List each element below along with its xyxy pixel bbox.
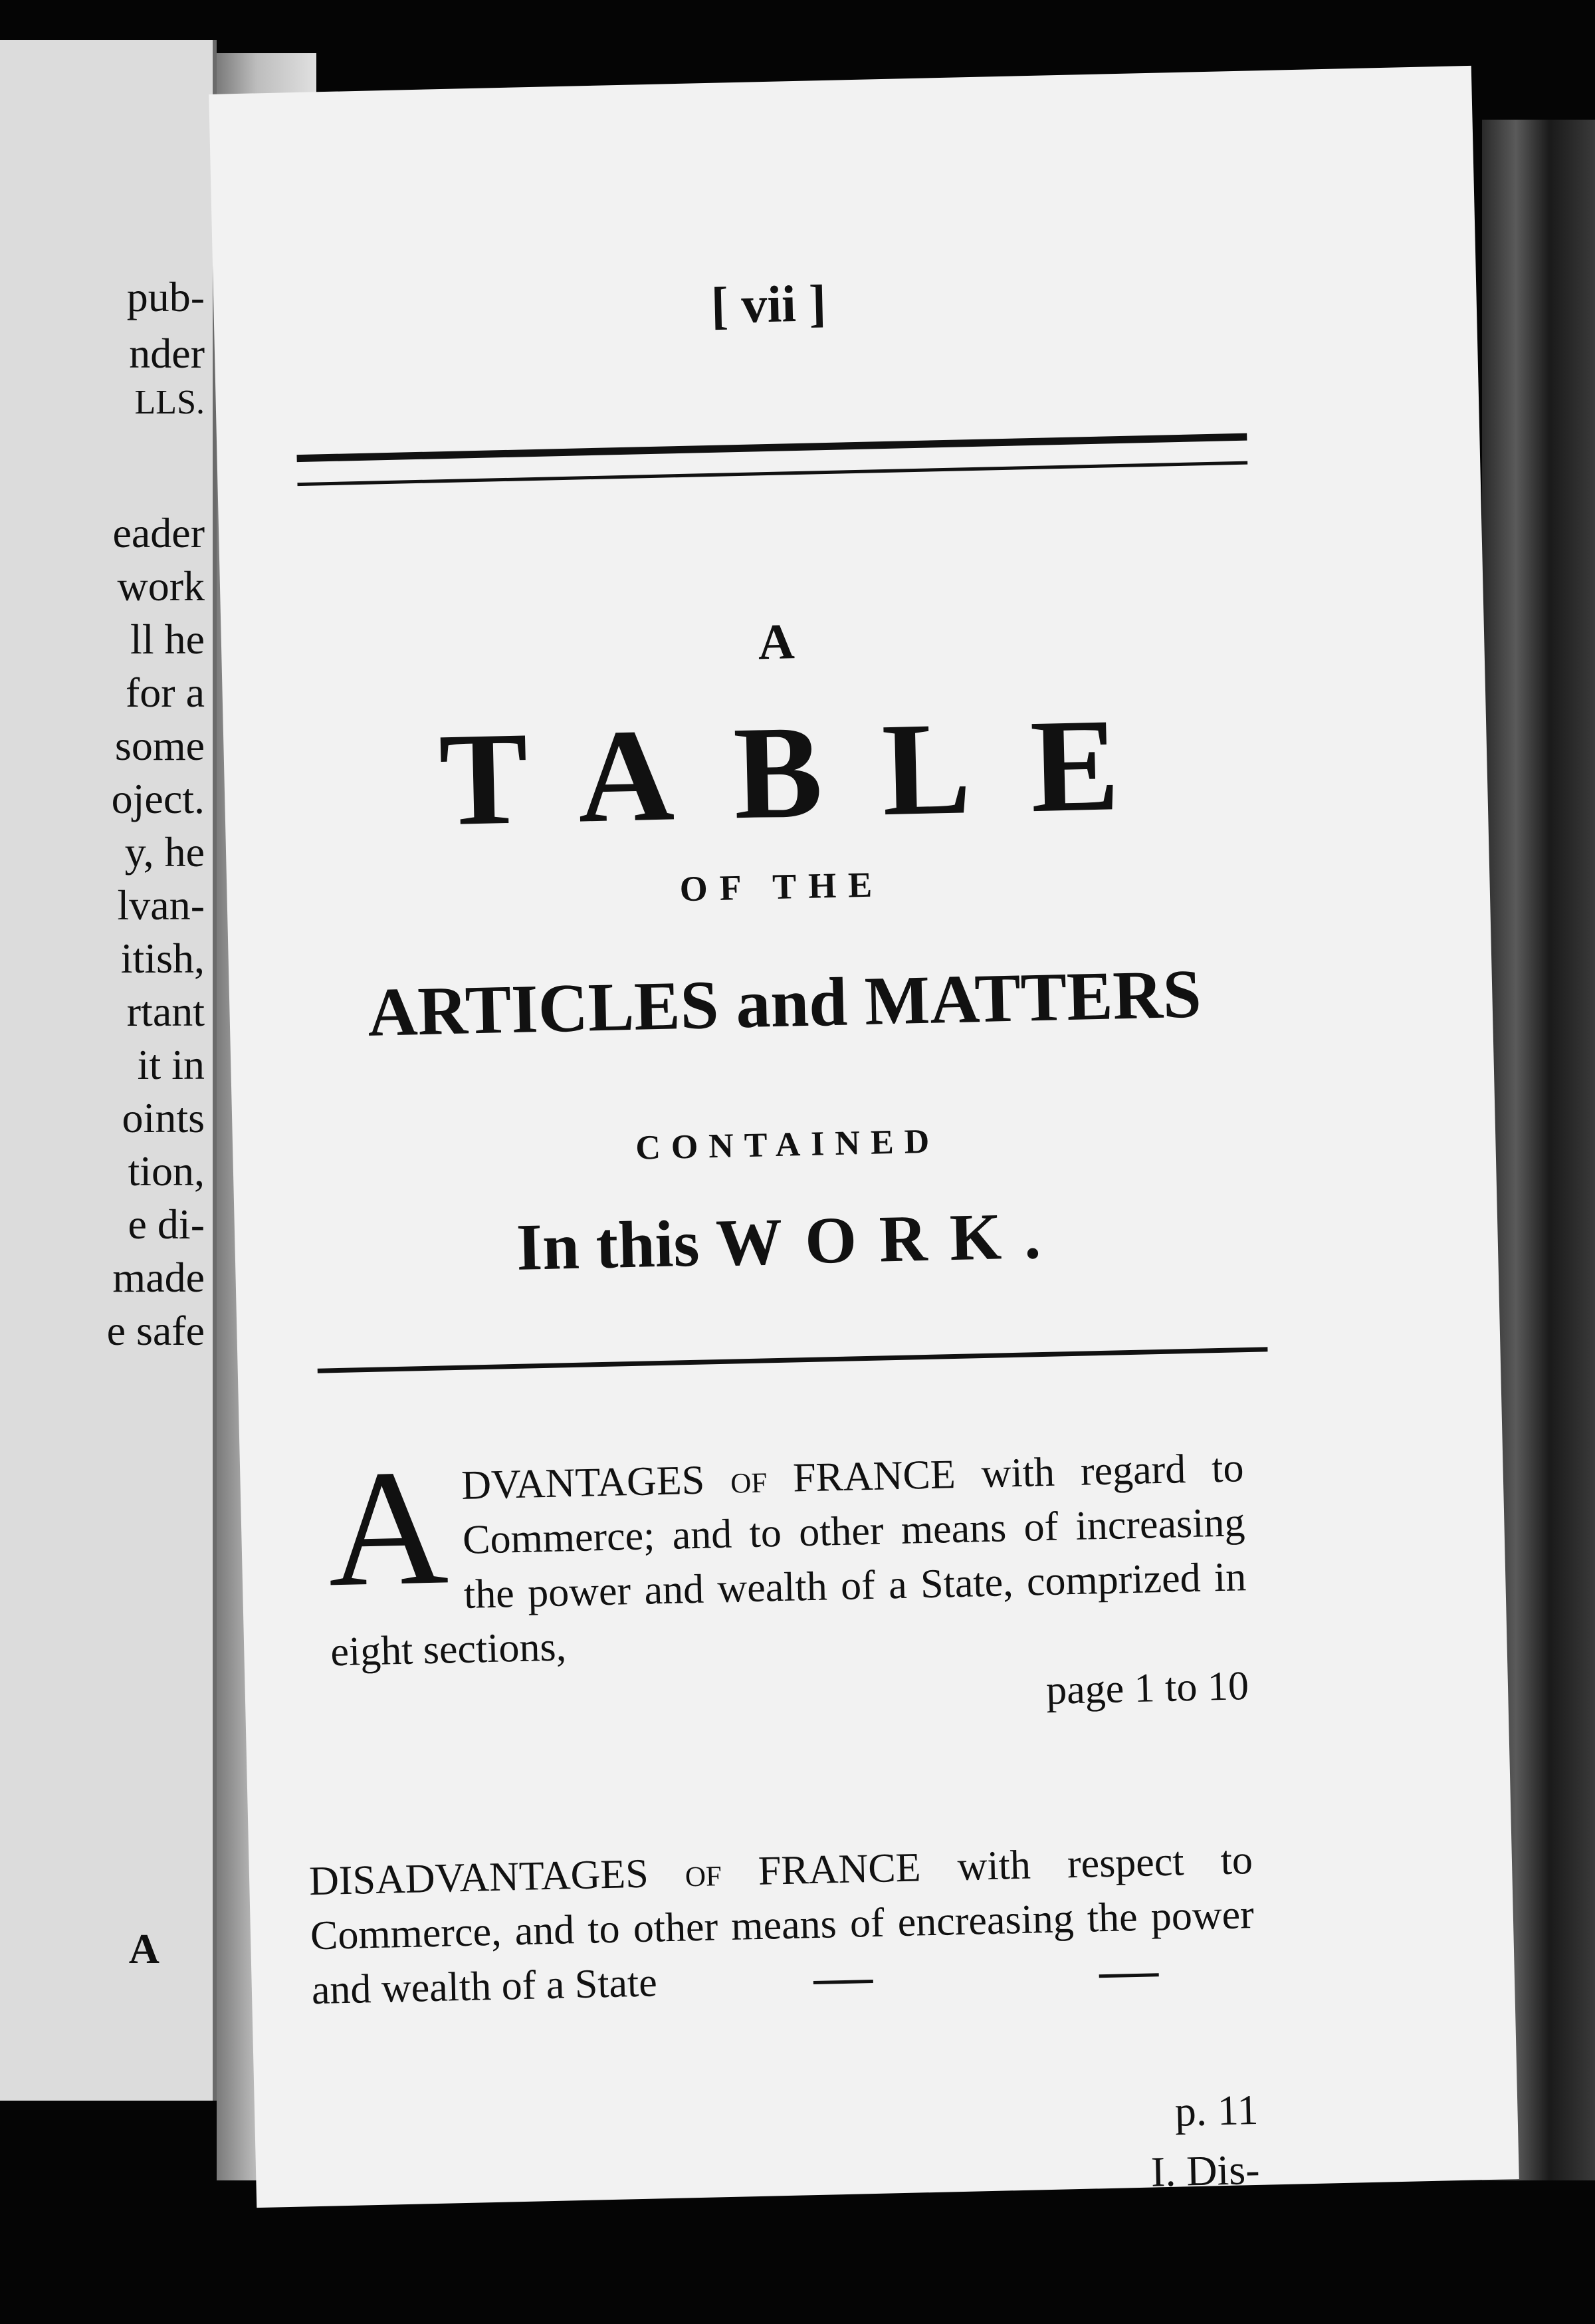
header-rule-thin [297, 461, 1247, 486]
toc-entry-disadvantages [308, 1833, 1255, 2018]
facing-page-signature: A [128, 1925, 160, 1972]
title-rule-bottom [318, 1347, 1268, 1373]
title-table: TABLE [437, 690, 1181, 854]
page-number: [ vii ] [710, 273, 827, 334]
title-of-the: OF THE [679, 864, 885, 909]
facing-page-line: tion, [128, 1147, 205, 1195]
entry-lead: DVANTAGES of FRANCE [461, 1452, 956, 1508]
book-page [209, 66, 1519, 2208]
facing-page-line: e di- [128, 1201, 205, 1248]
facing-page-line: nder [129, 330, 205, 377]
facing-page-line: oject. [111, 775, 205, 822]
entry-body [308, 1833, 1255, 2018]
title-articles-matters: ARTICLES and MATTERS [367, 955, 1202, 1051]
facing-page-line: made [112, 1254, 205, 1301]
drop-cap: A [326, 1435, 450, 1622]
facing-page-line: itish, [120, 935, 205, 982]
catchword: I. Dis- [1150, 2145, 1261, 2196]
entry-lead: DISADVANTAGES of FRANCE [308, 1845, 922, 1905]
facing-page-line: it in [137, 1041, 205, 1088]
toc-entry-advantages [326, 1435, 1249, 1734]
facing-page-line: eader [112, 509, 205, 556]
page-content [288, 71, 1287, 2206]
title-work: WORK. [714, 1198, 1065, 1280]
title-in-this: In this [515, 1206, 700, 1284]
facing-page-line: LLS. [134, 384, 205, 421]
facing-page-line: oints [122, 1094, 205, 1141]
entry-page-ref: page 1 to 10 [1045, 1663, 1249, 1713]
title-contained: CONTAINED [635, 1122, 940, 1167]
facing-page-line: work [117, 562, 205, 610]
title-in-this-work [314, 1194, 1265, 1288]
entry-text: with regard to Commerce; and to other means of increasing the power and wealth of a State, comprized in eight sections, [330, 1445, 1247, 1675]
title-article: A [757, 614, 796, 671]
facing-page-line: ll he [130, 616, 205, 663]
facing-page-line: rtant [126, 988, 205, 1035]
facing-page-line: pub- [126, 273, 205, 320]
facing-page [0, 40, 217, 2101]
leader-dash [813, 1980, 873, 1984]
facing-page-line: e safe [106, 1307, 205, 1354]
leader-dash [1099, 1974, 1159, 1978]
facing-page-line: for a [125, 669, 205, 716]
facing-page-line: some [114, 722, 205, 769]
header-rule-thick [297, 433, 1247, 462]
facing-page-line: lvan- [117, 881, 205, 929]
entry-text: with respect to Commerce, and to other means of encreasing the power and wealth of a State [310, 1837, 1255, 2014]
entry-page-ref: p. 11 [1174, 2085, 1259, 2135]
facing-page-line: y, he [124, 828, 205, 875]
